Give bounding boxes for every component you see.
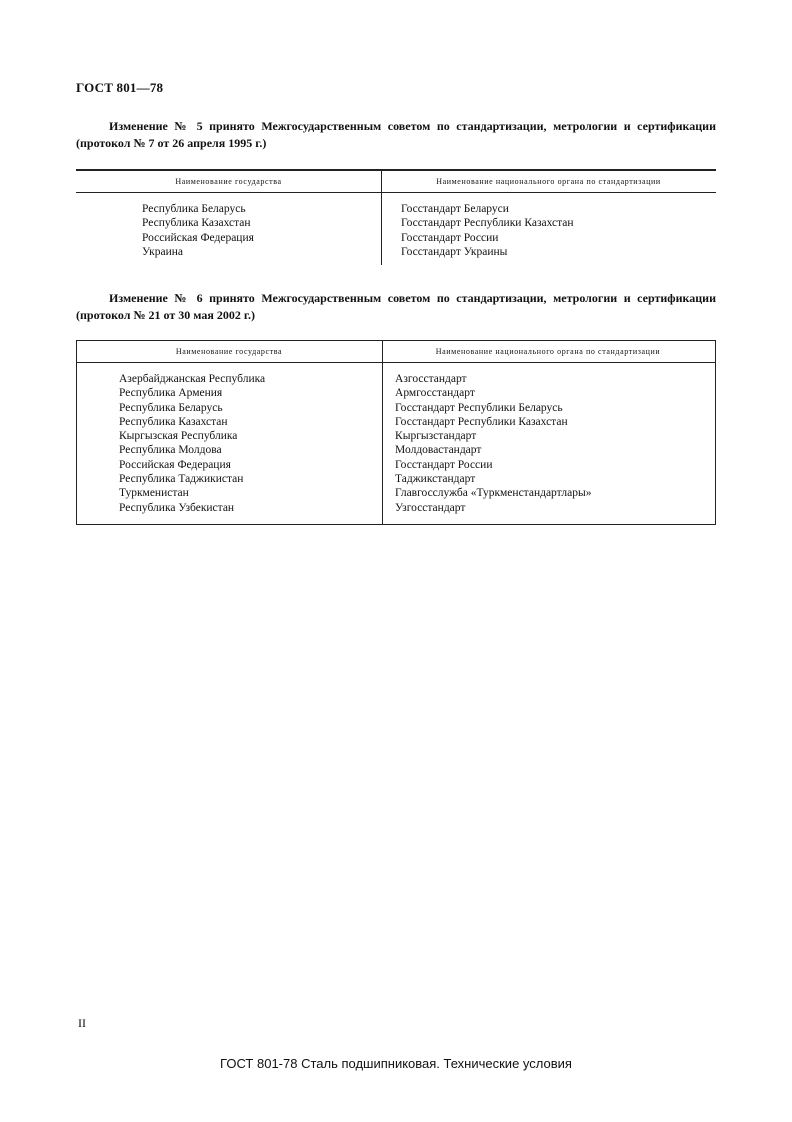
body-column-header: Наименование национального органа по стандартизации — [436, 177, 661, 186]
table-cell: Госстандарт России — [401, 231, 499, 244]
body-list — [381, 202, 716, 259]
table-cell: Узгосстандарт — [395, 501, 466, 514]
amendment-6-table — [76, 340, 716, 525]
table-cell: Госстандарт Украины — [401, 245, 508, 258]
amendment-5-text: Изменение № 5 принято Межгосударственным советом по стандартизации, метрологии и сертификации (протокол № 7 от 26 апреля 1995 г.) — [76, 119, 716, 150]
table-cell: Таджикстандарт — [395, 473, 476, 486]
table-cell: Кыргызская Республика — [119, 430, 238, 443]
table-cell: Госстандарт Беларуси — [401, 203, 509, 215]
table-cell: Туркменистан — [119, 487, 189, 500]
table-cell: Кыргызстандарт — [395, 430, 477, 443]
table-cell: Госстандарт Республики Казахстан — [401, 217, 574, 230]
table-cell: Российская Федерация — [119, 458, 231, 471]
table-cell: Республика Армения — [119, 387, 223, 400]
state-column-header: Наименование государства — [175, 177, 282, 186]
table-cell: Республика Молдова — [119, 444, 222, 457]
table-cell: Республика Беларусь — [142, 203, 246, 215]
amendment-5-table — [76, 169, 716, 259]
table-cell: Госстандарт России — [395, 458, 493, 471]
table-body — [77, 363, 715, 515]
table-cell: Госстандарт Республики Казахстан — [395, 415, 568, 428]
table-cell: Азербайджанская Республика — [119, 373, 266, 385]
table-cell: Молдовастандарт — [395, 444, 482, 457]
table-cell: Республика Казахстан — [142, 217, 251, 230]
table-body — [76, 193, 716, 259]
table-cell: Украина — [142, 245, 183, 258]
body-list — [381, 372, 715, 515]
table-cell: Госстандарт Республики Беларусь — [395, 401, 563, 414]
table-cell: Республика Беларусь — [119, 401, 223, 414]
table-cell: Российская Федерация — [142, 231, 254, 244]
table-header-row — [76, 171, 716, 193]
table-cell: Главгосслужба «Туркменстандартлары» — [395, 487, 592, 500]
body-column-header: Наименование национального органа по стандартизации — [435, 347, 661, 356]
table-cell: Армгосстандарт — [395, 387, 475, 400]
table-cell: Республика Узбекистан — [119, 501, 235, 514]
page-footer: ГОСТ 801-78 Сталь подшипниковая. Технические условия — [220, 1056, 572, 1071]
table-cell: Республика Таджикистан — [119, 473, 244, 486]
table-cell: Азгосстандарт — [395, 373, 467, 385]
state-column-header: Наименование государства — [175, 347, 283, 356]
table-cell: Республика Казахстан — [119, 415, 228, 428]
amendment-6-text: Изменение № 6 принято Межгосударственным советом по стандартизации, метрологии и сертификации (протокол № 21 от 30 мая 2002 г.) — [76, 291, 716, 322]
state-list — [77, 372, 381, 515]
state-list — [76, 202, 381, 259]
page-number: II — [78, 1016, 86, 1030]
table-header-row — [77, 341, 715, 363]
document-header: ГОСТ 801—78 — [76, 80, 164, 95]
